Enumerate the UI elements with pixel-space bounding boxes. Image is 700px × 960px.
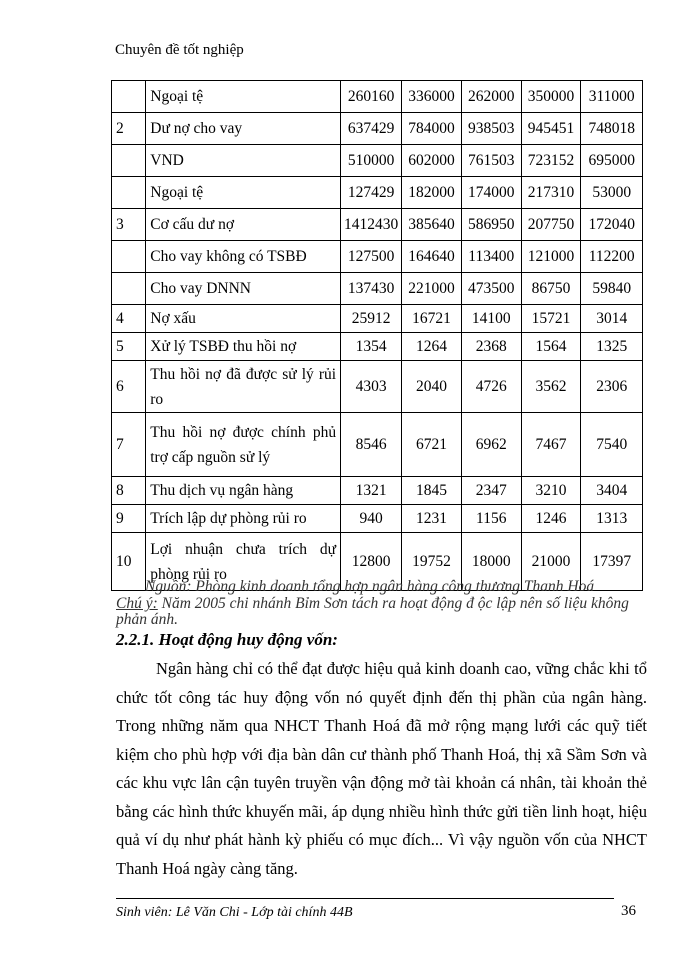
- table-cell-value: 19752: [402, 533, 462, 591]
- page-header-title: Chuyên đề tốt nghiệp: [115, 42, 244, 58]
- table-cell-value: 127500: [341, 241, 402, 273]
- table-cell-value: 8546: [341, 413, 402, 477]
- table-cell-value: 385640: [402, 209, 462, 241]
- table-cell-value: 217310: [521, 177, 581, 209]
- table-cell-value: 945451: [521, 113, 581, 145]
- table-cell-value: 748018: [581, 113, 643, 145]
- table-cell-value: 637429: [341, 113, 402, 145]
- row-label: [146, 505, 341, 533]
- table-row: [112, 413, 643, 477]
- table-cell-value: 1354: [341, 333, 402, 361]
- row-label: [146, 81, 341, 113]
- row-label: [146, 333, 341, 361]
- footer-divider: [116, 898, 614, 899]
- table-cell-value: 2347: [461, 477, 521, 505]
- table-row: [112, 113, 643, 145]
- table-cell-value: 3404: [581, 477, 643, 505]
- table-cell-value: 1246: [521, 505, 581, 533]
- row-label-text: Ngoại tệ: [150, 88, 204, 105]
- table-cell-value: 16721: [402, 305, 462, 333]
- table-cell-value: 59840: [581, 273, 643, 305]
- table-cell-value: 25912: [341, 305, 402, 333]
- table-cell-value: 602000: [402, 145, 462, 177]
- section-title: 2.2.1. Hoạt động huy động vốn:: [116, 630, 338, 649]
- row-index: 7: [112, 413, 146, 477]
- table-cell-value: 2306: [581, 361, 643, 413]
- table-row: [112, 361, 643, 413]
- row-label-text: Cho vay không có TSBĐ: [150, 248, 307, 265]
- table-cell-value: 938503: [461, 113, 521, 145]
- row-label: [146, 273, 341, 305]
- table-row: [112, 241, 643, 273]
- table-cell-value: 586950: [461, 209, 521, 241]
- table-cell-value: 262000: [461, 81, 521, 113]
- row-index: [112, 177, 146, 209]
- table-cell-value: 510000: [341, 145, 402, 177]
- row-index: 5: [112, 333, 146, 361]
- table-cell-value: 53000: [581, 177, 643, 209]
- row-index: 3: [112, 209, 146, 241]
- table-row: [112, 273, 643, 305]
- table-cell-value: 1313: [581, 505, 643, 533]
- table-cell-value: 18000: [461, 533, 521, 591]
- remark-note: [116, 596, 646, 628]
- body-paragraph-text: Ngân hàng chỉ có thể đạt được hiệu quả kinh doanh cao, vững chắc khi tổ chức tốt công tác huy động vốn nó quyết định đến thị phần của ngân hàng. Trong những năm qua NHCT Thanh Hoá đã mở rộng mạng lưới các quỹ tiết kiệm cho phù hợp với địa bàn dân cư thành phố Thanh Hoá, thị xã Sầm Sơn và các khu vực lân cận tuyên truyền vận động mở tài khoản cá nhân, tài khoản thẻ bằng các hình thức khuyến mãi, áp dụng nhiều hình thức gửi tiền linh hoạt, hiệu quả ví dụ như phát hành kỳ phiếu có mục đích... Vì vậy nguồn vốn của NHCT Thanh Hoá ngày càng tăng.: [116, 659, 647, 878]
- row-label: [146, 209, 341, 241]
- table-cell-value: 1264: [402, 333, 462, 361]
- row-index: [112, 273, 146, 305]
- table-cell-value: 4303: [341, 361, 402, 413]
- table-cell-value: 4726: [461, 361, 521, 413]
- table-cell-value: 260160: [341, 81, 402, 113]
- table-cell-value: 86750: [521, 273, 581, 305]
- page-number: 36: [621, 903, 636, 919]
- row-label-text: Ngoại tệ: [150, 184, 204, 201]
- table-cell-value: 112200: [581, 241, 643, 273]
- table-cell-value: 336000: [402, 81, 462, 113]
- row-index: [112, 145, 146, 177]
- table-cell-value: 1231: [402, 505, 462, 533]
- table-cell-value: 350000: [521, 81, 581, 113]
- table-row: [112, 81, 643, 113]
- row-index: 8: [112, 477, 146, 505]
- table-cell-value: 21000: [521, 533, 581, 591]
- row-index: 9: [112, 505, 146, 533]
- table-cell-value: 1845: [402, 477, 462, 505]
- table-cell-value: 3562: [521, 361, 581, 413]
- table-cell-value: 723152: [521, 145, 581, 177]
- table-row: [112, 145, 643, 177]
- table-cell-value: 311000: [581, 81, 643, 113]
- row-label: [146, 413, 341, 477]
- row-label-text: Nợ xấu: [150, 310, 196, 327]
- table-cell-value: 3014: [581, 305, 643, 333]
- row-label: [146, 361, 341, 413]
- row-label: [146, 305, 341, 333]
- table-cell-value: 113400: [461, 241, 521, 273]
- row-label-text: VND: [150, 152, 184, 169]
- table-cell-value: 695000: [581, 145, 643, 177]
- table-row: [112, 177, 643, 209]
- row-label-text: Thu hồi nợ được chính phủ trợ cấp nguồn sử lý: [150, 423, 337, 466]
- row-label: [146, 145, 341, 177]
- row-label: [146, 241, 341, 273]
- table-cell-value: 473500: [461, 273, 521, 305]
- table-cell-value: 121000: [521, 241, 581, 273]
- table-cell-value: 1412430: [341, 209, 402, 241]
- table-row: [112, 209, 643, 241]
- row-label-text: Thu hồi nợ đã được sử lý rủi ro: [150, 365, 337, 408]
- row-index: [112, 241, 146, 273]
- table-cell-value: 12800: [341, 533, 402, 591]
- table-cell-value: 2368: [461, 333, 521, 361]
- remark-label: Chú ý:: [116, 595, 158, 612]
- table-cell-value: 940: [341, 505, 402, 533]
- table-cell-value: 7540: [581, 413, 643, 477]
- row-label-text: Trích lập dự phòng rủi ro: [150, 510, 307, 527]
- table-cell-value: 14100: [461, 305, 521, 333]
- row-index: 2: [112, 113, 146, 145]
- table-cell-value: 1325: [581, 333, 643, 361]
- table-cell-value: 784000: [402, 113, 462, 145]
- source-note: Nguồn: Phòng kinh doanh tổng hợp ngân hàng công thương Thanh Hoá: [145, 578, 595, 595]
- table-cell-value: 1564: [521, 333, 581, 361]
- row-label-text: Lợi nhuận chưa trích dự phòng rủi ro: [150, 540, 337, 583]
- table-cell-value: 221000: [402, 273, 462, 305]
- table-cell-value: 3210: [521, 477, 581, 505]
- row-index: [112, 81, 146, 113]
- row-label-text: Thu dịch vụ ngân hàng: [150, 482, 294, 499]
- table-row: [112, 305, 643, 333]
- row-label: [146, 477, 341, 505]
- table-cell-value: 6962: [461, 413, 521, 477]
- table-row: [112, 505, 643, 533]
- table-cell-value: 17397: [581, 533, 643, 591]
- row-label-text: Dư nợ cho vay: [150, 120, 243, 137]
- table-row: [112, 333, 643, 361]
- row-index: 4: [112, 305, 146, 333]
- data-table: [111, 80, 643, 591]
- body-paragraph: [116, 655, 647, 883]
- table-cell-value: 174000: [461, 177, 521, 209]
- table-cell-value: 164640: [402, 241, 462, 273]
- table-cell-value: 172040: [581, 209, 643, 241]
- table-cell-value: 15721: [521, 305, 581, 333]
- table-cell-value: 761503: [461, 145, 521, 177]
- table-cell-value: 1156: [461, 505, 521, 533]
- table-cell-value: 1321: [341, 477, 402, 505]
- table-cell-value: 137430: [341, 273, 402, 305]
- table-cell-value: 127429: [341, 177, 402, 209]
- remark-text: Năm 2005 chi nhánh Bỉm Sơn tách ra hoạt động đ ộc lập nên số liệu không phản ánh.: [116, 595, 629, 628]
- row-index: 6: [112, 361, 146, 413]
- footer-student: Sinh viên: Lê Văn Chi - Lớp tài chính 44B: [116, 905, 353, 920]
- row-label-text: Xử lý TSBĐ thu hồi nợ: [150, 338, 297, 355]
- row-label: [146, 113, 341, 145]
- table-cell-value: 2040: [402, 361, 462, 413]
- row-label-text: Cơ cấu dư nợ: [150, 216, 235, 233]
- table-cell-value: 182000: [402, 177, 462, 209]
- row-index: 10: [112, 533, 146, 591]
- row-label: [146, 177, 341, 209]
- table-cell-value: 207750: [521, 209, 581, 241]
- table-cell-value: 7467: [521, 413, 581, 477]
- table-row: [112, 477, 643, 505]
- row-label-text: Cho vay DNNN: [150, 280, 251, 297]
- table-body: [112, 81, 643, 591]
- table-cell-value: 6721: [402, 413, 462, 477]
